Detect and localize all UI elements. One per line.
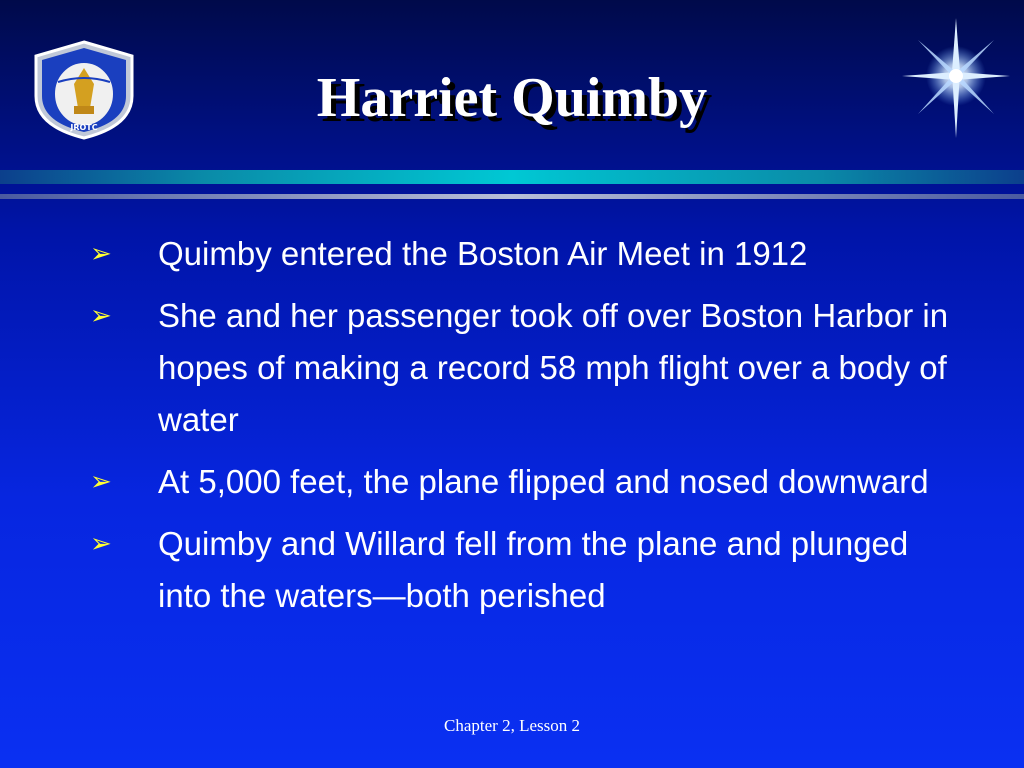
bullet-text: She and her passenger took off over Boston Harbor in hopes of making a record 58 mph flight over a body of water (158, 297, 949, 438)
bullet-text: Quimby entered the Boston Air Meet in 1912 (158, 235, 808, 272)
bullet-text: At 5,000 feet, the plane flipped and nosed downward (158, 463, 929, 500)
bullet-text: Quimby and Willard fell from the plane and plunged into the waters—both perished (158, 525, 909, 614)
arrow-bullet-icon: ➢ (90, 467, 112, 497)
list-item (88, 518, 968, 622)
slide-footer: Chapter 2, Lesson 2 (444, 716, 580, 735)
arrow-bullet-icon: ➢ (90, 529, 112, 559)
title-divider-bar (0, 170, 1024, 184)
list-item (88, 228, 968, 280)
list-item (88, 456, 968, 508)
bullet-list (88, 228, 968, 632)
slide-title: Harriet Quimby (316, 67, 708, 129)
svg-text:JROTC: JROTC (70, 123, 98, 132)
arrow-bullet-icon: ➢ (90, 301, 112, 331)
list-item (88, 290, 968, 446)
title-divider-line (0, 194, 1024, 199)
arrow-bullet-icon: ➢ (90, 239, 112, 269)
